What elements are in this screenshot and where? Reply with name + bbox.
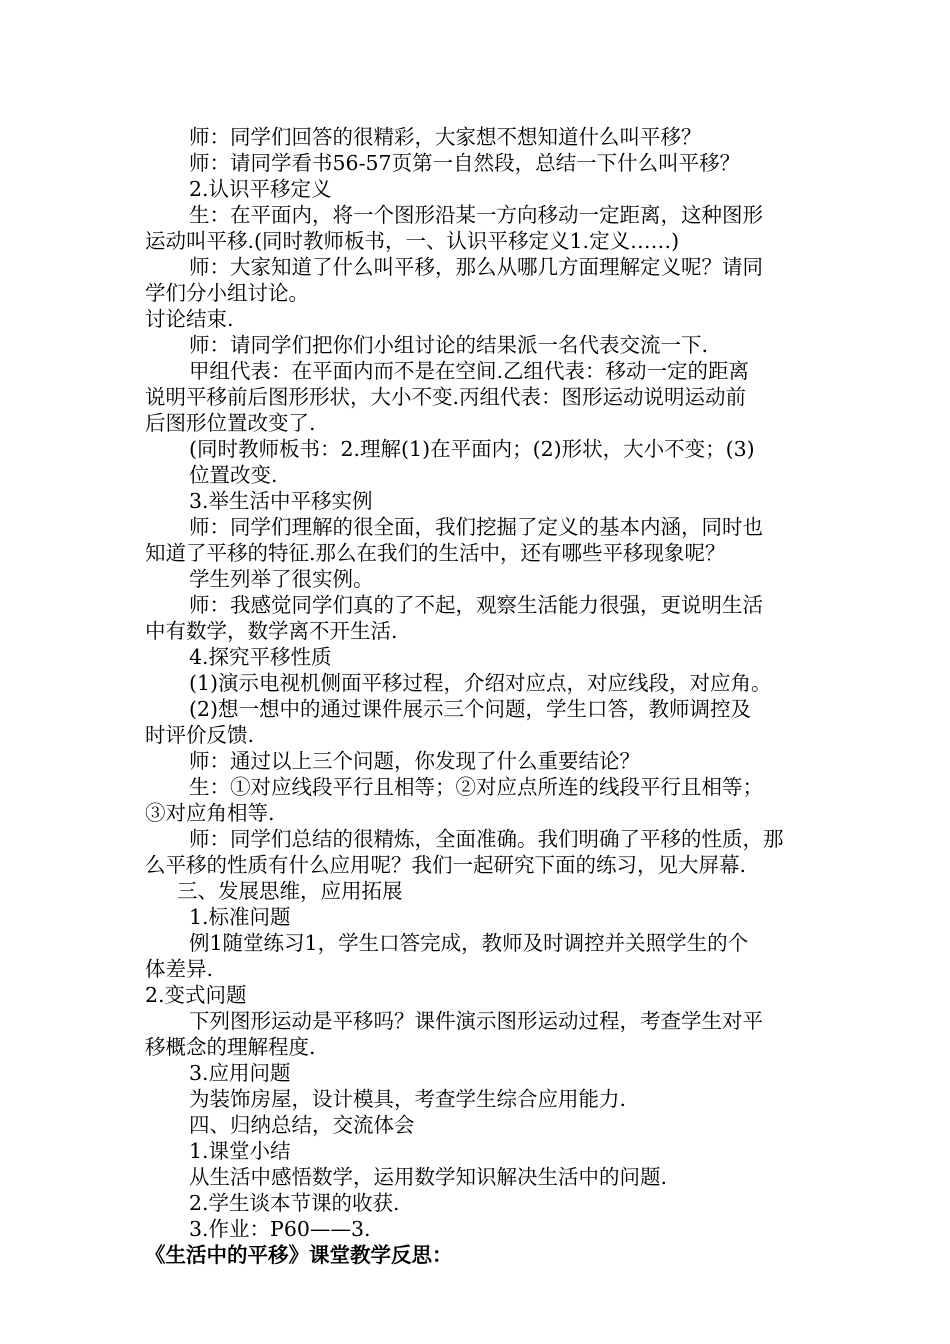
text-line: 师：我感觉同学们真的了不起，观察生活能力很强，更说明生活	[189, 593, 763, 617]
text-line: 后图形位置改变了.	[145, 411, 316, 435]
section-heading: 2.变式问题	[145, 983, 247, 1007]
text-line: 讨论结束.	[145, 307, 234, 331]
text-line: 2.学生谈本节课的收获.	[189, 1191, 400, 1215]
text-line: (同时教师板书：2.理解(1)在平面内；(2)形状，大小不变；(3)	[189, 437, 755, 461]
section-heading: 4.探究平移性质	[189, 645, 332, 669]
text-line: 师：大家知道了什么叫平移，那么从哪几方面理解定义呢？请同	[189, 255, 763, 279]
text-line: 师：通过以上三个问题，你发现了什么重要结论？	[189, 749, 640, 773]
text-line: 师：请同学们把你们小组讨论的结果派一名代表交流一下.	[189, 333, 709, 357]
text-line: 例1随堂练习1，学生口答完成，教师及时调控并关照学生的个	[189, 931, 749, 955]
text-line: 学们分小组讨论。	[145, 281, 309, 305]
section-heading: 2.认识平移定义	[189, 177, 332, 201]
text-line: 生：在平面内，将一个图形沿某一方向移动一定距离，这种图形	[189, 203, 763, 227]
text-line: 移概念的理解程度.	[145, 1035, 316, 1059]
text-line: 么平移的性质有什么应用呢？我们一起研究下面的练习，见大屏幕.	[145, 853, 747, 877]
text-line: 位置改变.	[189, 463, 278, 487]
text-line: 体差异.	[145, 957, 214, 981]
text-line: 说明平移前后图形形状，大小不变.丙组代表：图形运动说明运动前	[145, 385, 747, 409]
text-line: 学生列举了很实例。	[189, 567, 374, 591]
text-line: 中有数学，数学离不开生活.	[145, 619, 398, 643]
text-line: (1)演示电视机侧面平移过程，介绍对应点，对应线段，对应角。	[189, 671, 772, 695]
reflection-title: 《生活中的平移》课堂教学反思：	[145, 1243, 453, 1267]
section-heading: 四、归纳总结，交流体会	[189, 1113, 415, 1137]
text-line: 时评价反馈.	[145, 723, 255, 747]
text-line: 运动叫平移.(同时教师板书，一、认识平移定义1.定义……)	[145, 229, 680, 253]
section-heading: 3.举生活中平移实例	[189, 489, 373, 513]
text-line: 师：同学们总结的很精炼，全面准确。我们明确了平移的性质，那	[189, 827, 784, 851]
text-line: 从生活中感悟数学，运用数学知识解决生活中的问题.	[189, 1165, 668, 1189]
section-heading: 1.课堂小结	[189, 1139, 291, 1163]
text-line: 师：同学们理解的很全面，我们挖掘了定义的基本内涵，同时也	[189, 515, 763, 539]
text-line: 下列图形运动是平移吗？课件演示图形运动过程，考查学生对平	[189, 1009, 763, 1033]
text-line: (2)想一想中的通过课件展示三个问题，学生口答，教师调控及	[189, 697, 752, 721]
text-line: 生：①对应线段平行且相等；②对应点所连的线段平行且相等；	[189, 775, 763, 799]
text-line: 甲组代表：在平面内而不是在空间.乙组代表：移动一定的距离	[189, 359, 750, 383]
text-line: ③对应角相等.	[145, 801, 275, 825]
section-heading: 三、发展思维，应用拓展	[177, 879, 403, 903]
text-line: 师：同学们回答的很精彩，大家想不想知道什么叫平移？	[189, 125, 702, 149]
section-heading: 1.标准问题	[189, 905, 291, 929]
text-line: 师：请同学看书56-57页第一自然段，总结一下什么叫平移？	[189, 151, 741, 175]
text-line: 知道了平移的特征.那么在我们的生活中，还有哪些平移现象呢？	[145, 541, 726, 565]
text-line: 3.作业：P60——3.	[189, 1217, 371, 1241]
section-heading: 3.应用问题	[189, 1061, 291, 1085]
text-line: 为装饰房屋，设计模具，考查学生综合应用能力.	[189, 1087, 627, 1111]
